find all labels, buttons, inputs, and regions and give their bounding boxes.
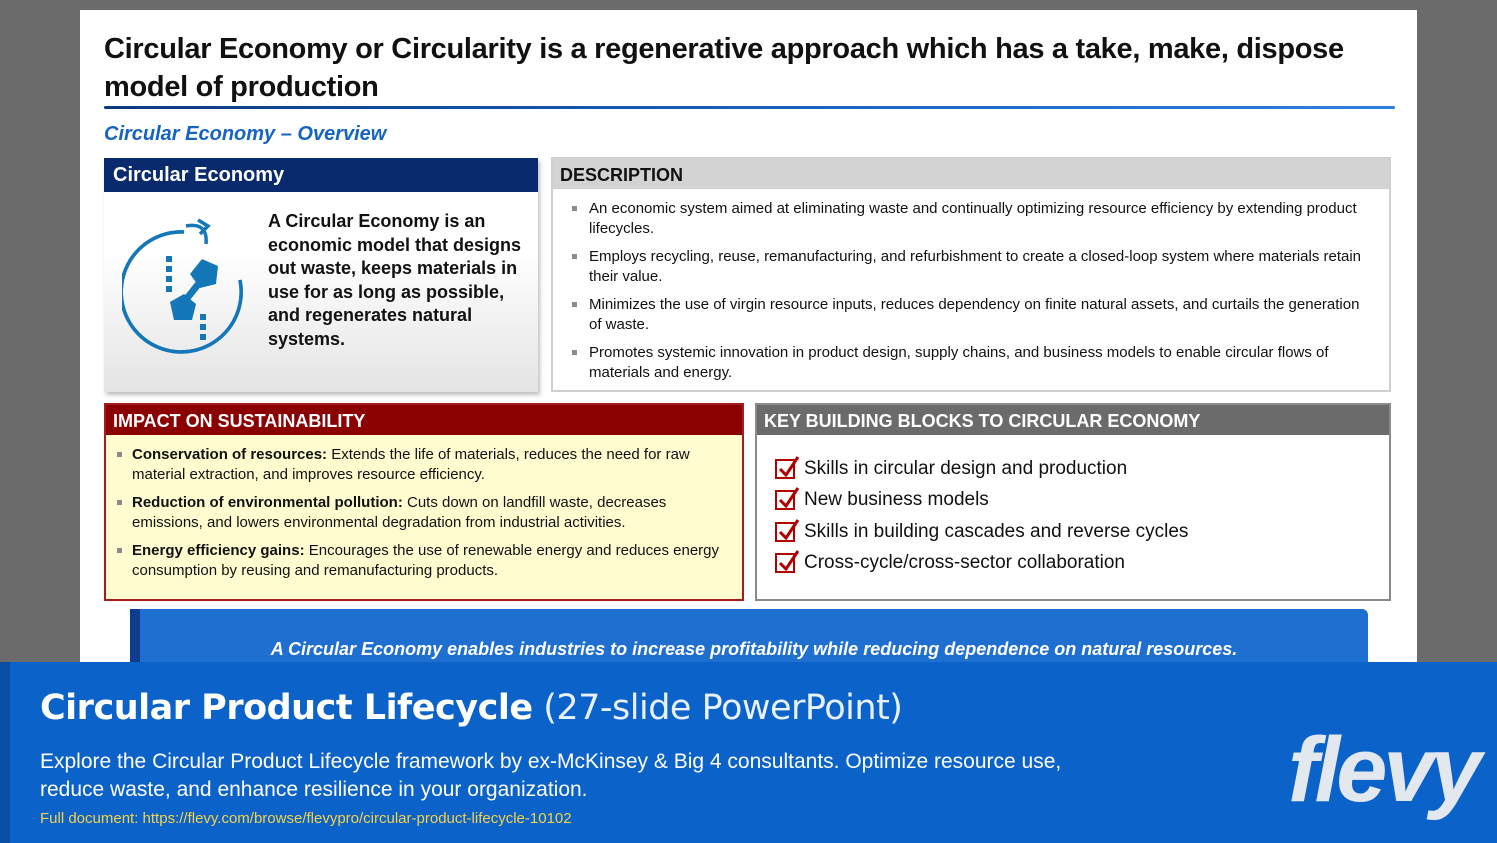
checkbox-checked-icon xyxy=(775,490,795,510)
callout-banner: A Circular Economy enables industries to increase profitability while reducing dependence on natural resources. xyxy=(130,609,1368,669)
title-divider xyxy=(104,106,1395,109)
impact-term: Reduction of environmental pollution: xyxy=(132,494,403,511)
list-item: An economic system aimed at eliminating waste and continually optimizing resource efficiency by extending product lifecycles. xyxy=(589,199,1369,239)
description-list xyxy=(553,189,1389,383)
list-item xyxy=(775,548,1389,580)
building-block-label: Skills in circular design and production xyxy=(804,457,1128,479)
banner-edge xyxy=(0,662,10,843)
impact-text: Encourages the use of renewable energy and reduces energy consumption by reusing and remanufacturing products. xyxy=(132,542,720,579)
list-item xyxy=(775,516,1389,548)
list-item: Minimizes the use of virgin resource inputs, reduces dependency on finite natural assets, and curtails the generation of waste. xyxy=(589,295,1369,335)
slide-subtitle: Circular Economy – Overview xyxy=(104,123,387,145)
impact-term: Energy efficiency gains: xyxy=(132,542,305,559)
building-blocks-card xyxy=(755,403,1391,601)
list-item: Employs recycling, reuse, remanufacturing, and refurbishment to create a closed-loop system where materials retain their value. xyxy=(589,247,1369,287)
checkbox-checked-icon xyxy=(775,553,795,573)
impact-text: Extends the life of materials, reduces the need for raw material extraction, and improves resource efficiency. xyxy=(132,446,690,483)
checkbox-checked-icon xyxy=(775,522,795,542)
list-item xyxy=(775,453,1389,485)
circular-economy-card xyxy=(104,158,538,392)
building-block-label: Skills in building cascades and reverse cycles xyxy=(804,520,1189,542)
flevy-logo: flevy xyxy=(1288,719,1478,821)
building-block-label: Cross-cycle/cross-sector collaboration xyxy=(804,552,1125,574)
slide-title: Circular Economy or Circularity is a regenerative approach which has a take, make, dispose model of production xyxy=(104,33,1344,103)
circular-economy-icon xyxy=(122,214,252,354)
document-title-bold: Circular Product Lifecycle xyxy=(40,688,533,728)
impact-text: Cuts down on landfill waste, decreases emissions, and lowers environmental degradation from industrial activities. xyxy=(132,494,667,531)
building-block-label: New business models xyxy=(804,489,989,511)
description-header: DESCRIPTION xyxy=(553,159,1389,189)
list-item xyxy=(132,445,730,485)
slide xyxy=(80,10,1417,670)
list-item xyxy=(132,493,730,533)
footer-banner xyxy=(0,662,1497,843)
document-description: Explore the Circular Product Lifecycle framework by ex-McKinsey & Big 4 consultants. Optimize resource use, reduce waste, and enhance resilience in your organization. xyxy=(40,750,1062,801)
building-blocks-list xyxy=(757,435,1389,579)
document-link[interactable]: Full document: https://flevy.com/browse/flevypro/circular-product-lifecycle-10102 xyxy=(40,810,572,827)
impact-card xyxy=(104,403,744,601)
circular-economy-header: Circular Economy xyxy=(104,158,538,192)
impact-list xyxy=(106,435,742,581)
building-blocks-header: KEY BUILDING BLOCKS TO CIRCULAR ECONOMY xyxy=(757,405,1389,435)
list-item xyxy=(132,541,730,581)
document-title xyxy=(40,688,902,728)
checkbox-checked-icon xyxy=(775,459,795,479)
circular-economy-definition: A Circular Economy is an economic model that designs out waste, keeps materials in use for as long as possible, and regenerates natural systems. xyxy=(268,211,522,349)
list-item: Promotes systemic innovation in product design, supply chains, and business models to enable circular flows of materials and energy. xyxy=(589,343,1369,383)
description-card xyxy=(551,157,1391,392)
list-item xyxy=(775,485,1389,517)
impact-header: IMPACT ON SUSTAINABILITY xyxy=(106,405,742,435)
document-title-light: (27-slide PowerPoint) xyxy=(532,688,903,728)
impact-term: Conservation of resources: xyxy=(132,446,328,463)
